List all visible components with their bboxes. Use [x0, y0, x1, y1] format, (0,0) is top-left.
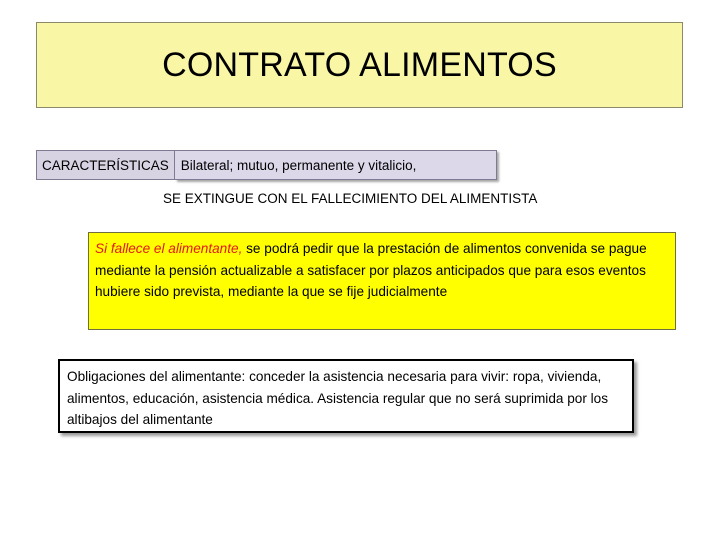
characteristics-value: Bilateral; mutuo, permanente y vitalicio, — [175, 150, 497, 180]
title-box — [36, 22, 683, 108]
extinction-statement: SE EXTINGUE CON EL FALLECIMIENTO DEL ALIMENTISTA — [163, 191, 538, 206]
death-clause-text: se podrá pedir que la prestación de alimentos convenida se pague mediante la pensión actualizable a satisfacer por plazos anticipados que para esos eventos hubiere sido prevista, mediante la que se fije judicialmente — [95, 241, 647, 300]
characteristics-label: CARACTERÍSTICAS — [36, 150, 175, 180]
death-clause-box — [88, 232, 676, 330]
characteristics-row — [36, 150, 497, 180]
obligations-text: Obligaciones del alimentante: conceder la asistencia necesaria para vivir: ropa, vivienda, alimentos, educación, asistencia médica. Asistencia regular que no será suprimida por los altibajos del alimentante — [67, 369, 609, 428]
obligations-box — [58, 359, 634, 433]
page-title: CONTRATO ALIMENTOS — [162, 45, 557, 84]
death-clause-highlight: Si fallece el alimentante, — [95, 241, 243, 256]
